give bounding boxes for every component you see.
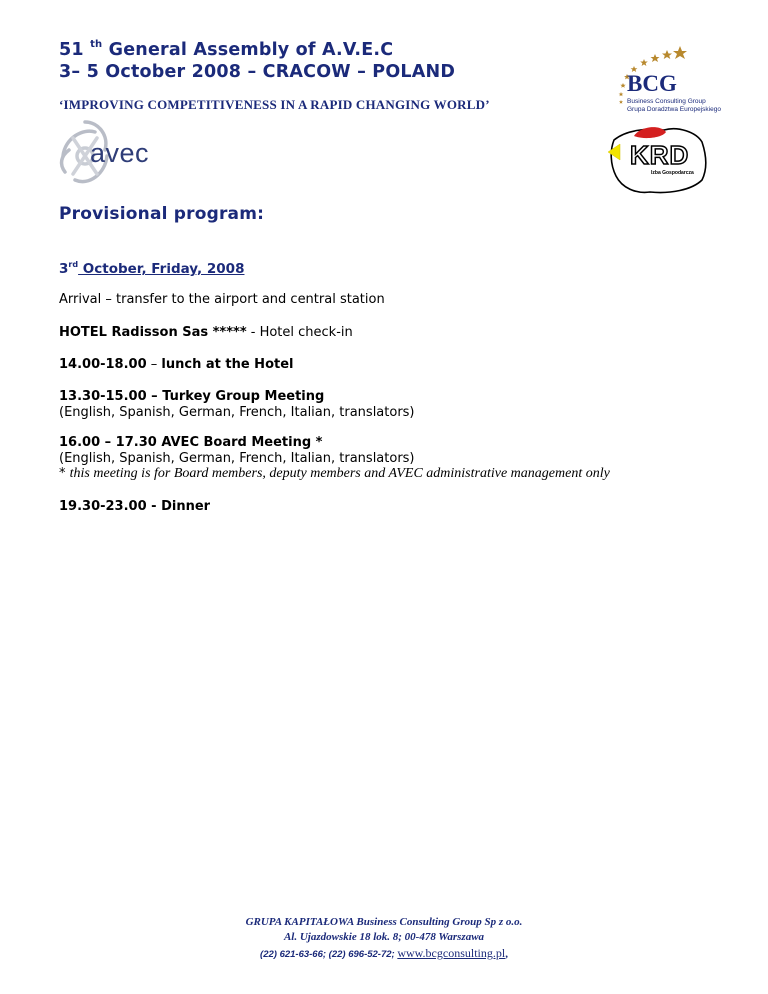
lunch-line: 14.00-18.00 – lunch at the Hotel [59,357,294,372]
bcg-subtitle-2: Grupa Doradztwa Europejskiego [627,106,721,113]
board-languages: (English, Spanish, German, French, Italian, translators) [59,451,415,466]
bcg-logo-text: BCG [627,71,677,96]
dinner-line: 19.30-23.00 - Dinner [59,499,211,514]
krd-logo-text: KRD [630,140,690,170]
program-heading: Provisional program: [59,204,265,224]
board-note: * this meeting is for Board members, deputy members and AVEC administrative management only [59,466,610,481]
turkey-meeting-line: 13.30-15.00 – Turkey Group Meeting [59,389,325,404]
hotel-line: HOTEL Radisson Sas ***** - Hotel check-in [59,325,353,340]
board-meeting-line: 16.00 – 17.30 AVEC Board Meeting * [59,435,323,450]
footer-address: Al. Ujazdowskie 18 lok. 8; 00-478 Warszawa [283,931,485,943]
bcg-subtitle: Business Consulting Group [627,98,706,105]
footer-company: GRUPA KAPITAŁOWA Business Consulting Group Sp z o.o. [245,916,523,928]
assembly-title: 51 $^{th}$ General Assembly of A.V.E.C [59,39,394,60]
krd-subtitle: Izba Gospodarcza [651,170,694,176]
program-date: 3rd October, Friday, 2008 [59,260,245,277]
turkey-languages: (English, Spanish, German, French, Italian, translators) [59,405,415,420]
footer-contact: (22) 621-63-66; (22) 696-52-72; www.bcgconsulting.pl, [260,946,508,960]
footer-phones: (22) 621-63-66; (22) 696-52-72; [260,949,398,960]
motto: ‘IMPROVING COMPETITIVENESS IN A RAPID CHANGING WORLD’ [59,97,490,112]
avec-logo-text: avec [90,138,150,168]
arrival-line: Arrival – transfer to the airport and central station [59,292,385,307]
footer-website-link[interactable]: www.bcgconsulting.pl [397,946,506,960]
assembly-dates: 3– 5 October 2008 – CRACOW – POLAND [59,62,456,82]
